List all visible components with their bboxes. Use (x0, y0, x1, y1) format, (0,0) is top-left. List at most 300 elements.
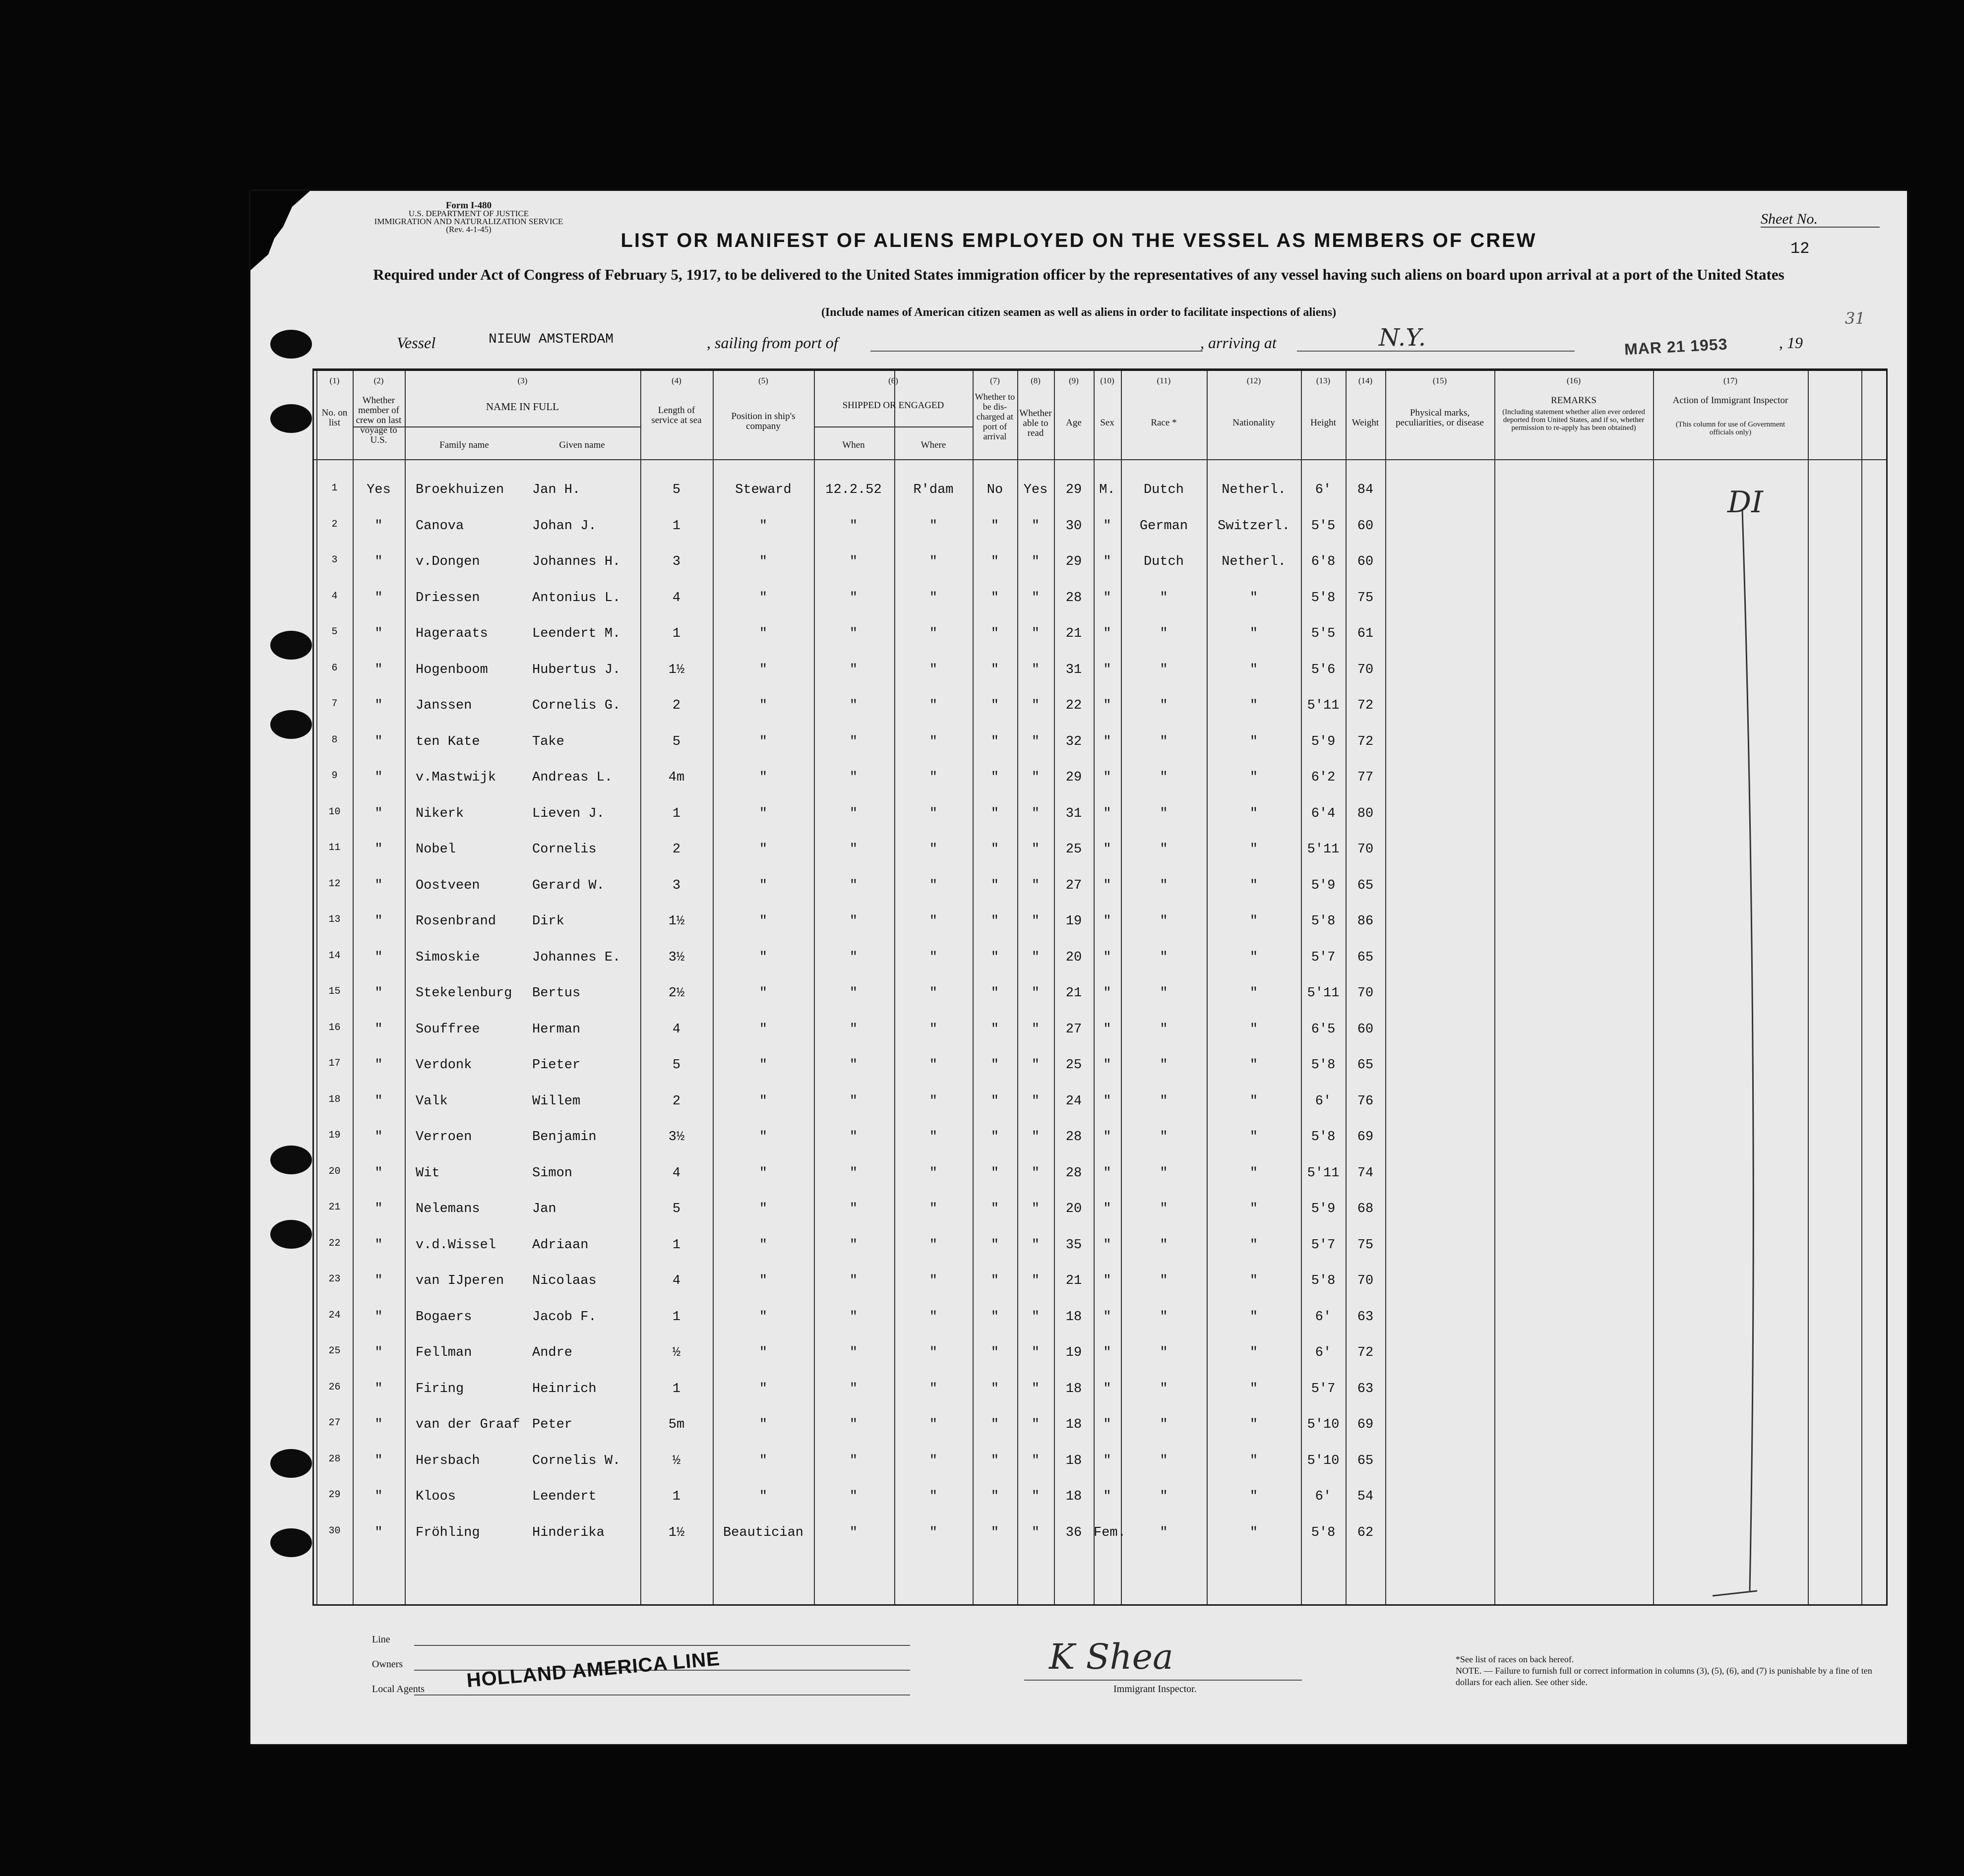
cell-nat: " (1249, 1489, 1258, 1504)
cell-age: 21 (1065, 626, 1082, 641)
binder-hole (270, 330, 312, 359)
cell-crew: " (374, 1489, 383, 1504)
cell-crew: " (374, 1165, 383, 1181)
cell-where: R'dam (913, 483, 954, 497)
cell-length: 4 (672, 1165, 681, 1181)
hdr-remarks-sub: (Including statement whether alien ever ordered deported from United States, and if so, whether permission to re-apply has been obtained) (1502, 408, 1645, 432)
cell-read: " (1031, 1202, 1040, 1216)
cell-height: 5'10 (1307, 1417, 1340, 1432)
cell-read: " (1031, 1417, 1040, 1432)
cell-disch: " (990, 770, 999, 785)
cell-sex: " (1103, 986, 1111, 1001)
cell-age: 18 (1065, 1453, 1082, 1468)
cell-read: " (1031, 1453, 1040, 1468)
cell-age: 29 (1065, 770, 1082, 785)
cell-crew: " (374, 662, 383, 677)
cell-no: 15 (328, 986, 341, 997)
cell-where: " (929, 1273, 938, 1288)
cell-no: 26 (328, 1381, 341, 1393)
hdr-age: Age (1066, 418, 1082, 428)
hdr-able-read: Whether able to read (1019, 408, 1052, 438)
cell-sex: " (1103, 1022, 1111, 1037)
cell-length: 5 (672, 1202, 681, 1216)
hdr-discharged: Whether to be dis- charged at port of arrival (975, 392, 1015, 441)
cell-length: 3½ (668, 950, 685, 965)
hdr-crew-last-voyage: Whether member of crew on last voyage to U.S. (356, 395, 402, 445)
cell-read: " (1031, 734, 1040, 749)
cell-height: 5'11 (1307, 698, 1340, 713)
cell-no: 6 (331, 662, 338, 674)
cell-weight: 69 (1357, 1130, 1374, 1145)
cell-race: " (1160, 878, 1168, 893)
cell-nat: " (1249, 734, 1258, 749)
arriving-line (1297, 351, 1575, 352)
cell-sex: " (1103, 518, 1111, 534)
cell-disch: " (990, 1093, 999, 1109)
cell-disch: " (990, 1237, 999, 1253)
cell-sex: " (1103, 950, 1111, 965)
cell-no: 3 (331, 554, 338, 566)
cell-nat: " (1249, 1022, 1258, 1037)
cell-no: 7 (331, 698, 338, 710)
cell-family: Simoskie (416, 950, 480, 965)
cell-family: Bogaers (416, 1309, 472, 1325)
hdr-sex: Sex (1100, 418, 1114, 428)
cell-no: 11 (328, 842, 341, 853)
cell-when: " (849, 1381, 858, 1396)
cell-height: 6'4 (1311, 806, 1336, 821)
cell-given: Take (532, 734, 564, 749)
cell-given: Cornelis G. (532, 698, 621, 713)
cell-when: " (849, 950, 858, 965)
cell-given: Johannes E. (532, 950, 621, 965)
cell-weight: 75 (1357, 1237, 1374, 1253)
cell-age: 28 (1065, 590, 1082, 605)
cell-age: 18 (1065, 1309, 1082, 1325)
cell-age: 21 (1065, 986, 1082, 1001)
cell-position: " (759, 554, 768, 569)
cell-where: " (929, 1237, 938, 1253)
hdr-name-in-full: NAME IN FULL (486, 401, 559, 413)
cell-when: " (849, 1058, 858, 1073)
cell-read: " (1031, 986, 1040, 1001)
cell-when: " (849, 1417, 858, 1432)
cell-length: 1½ (668, 662, 685, 677)
cell-no: 2 (331, 518, 338, 530)
cell-family: Rosenbrand (416, 914, 496, 929)
cell-disch: " (990, 986, 999, 1001)
cell-disch: " (990, 1453, 999, 1468)
cell-nat: " (1249, 1273, 1258, 1288)
cell-age: 30 (1065, 518, 1082, 534)
hdr-family-name: Family name (439, 440, 489, 450)
sheet-number: 12 (1790, 240, 1810, 258)
arriving-label: , arriving at (1200, 334, 1277, 352)
cell-nat: Netherl. (1222, 483, 1286, 497)
cell-age: 18 (1065, 1417, 1082, 1432)
cell-position: " (759, 590, 768, 605)
cell-when: " (849, 878, 858, 893)
cell-where: " (929, 662, 938, 677)
cell-crew: " (374, 734, 383, 749)
cell-race: " (1160, 1525, 1168, 1540)
cell-height: 5'8 (1311, 1130, 1336, 1145)
cell-height: 6'5 (1311, 1022, 1336, 1037)
cell-no: 14 (328, 950, 341, 962)
cell-no: 9 (331, 770, 338, 782)
cell-given: Pieter (532, 1058, 581, 1073)
cell-read: " (1031, 1130, 1040, 1145)
cell-sex: " (1103, 698, 1111, 713)
cell-age: 25 (1065, 842, 1082, 857)
cell-family: Canova (416, 518, 464, 534)
cell-race: German (1139, 518, 1188, 534)
binder-hole (270, 1449, 312, 1478)
cell-crew: Yes (367, 483, 391, 497)
cell-nat: " (1249, 698, 1258, 713)
cell-no: 22 (328, 1237, 341, 1249)
cell-given: Hubertus J. (532, 662, 621, 677)
hdr-given-name: Given name (559, 440, 605, 450)
cell-disch: " (990, 1202, 999, 1216)
cell-disch: " (990, 1489, 999, 1504)
cell-age: 20 (1065, 950, 1082, 965)
cell-age: 29 (1065, 483, 1082, 497)
cell-nat: " (1249, 1058, 1258, 1073)
cell-read: " (1031, 662, 1040, 677)
cell-read: " (1031, 554, 1040, 569)
cell-crew: " (374, 1417, 383, 1432)
cell-sex: " (1103, 626, 1111, 641)
cell-no: 13 (328, 914, 341, 925)
cell-nat: " (1249, 950, 1258, 965)
cell-crew: " (374, 1237, 383, 1253)
cell-disch: " (990, 878, 999, 893)
cell-read: " (1031, 914, 1040, 929)
cell-sex: " (1103, 1417, 1111, 1432)
cell-position: " (759, 1273, 768, 1288)
cell-disch: " (990, 1130, 999, 1145)
cell-position: " (759, 914, 768, 929)
cell-height: 5'8 (1311, 1525, 1336, 1540)
cell-disch: " (990, 554, 999, 569)
cell-given: Willem (532, 1093, 581, 1109)
cell-weight: 65 (1357, 1453, 1374, 1468)
cell-no: 5 (331, 626, 338, 638)
col-num-12: (12) (1246, 376, 1261, 385)
cell-given: Dirk (532, 914, 564, 929)
cell-height: 5'10 (1307, 1453, 1340, 1468)
cell-weight: 72 (1357, 734, 1374, 749)
cell-position: " (759, 878, 768, 893)
cell-family: Wit (416, 1165, 440, 1181)
cell-nat: Netherl. (1222, 554, 1286, 569)
cell-height: 6' (1315, 1093, 1332, 1109)
cell-position: " (759, 1022, 768, 1037)
cell-age: 27 (1065, 1022, 1082, 1037)
cell-when: " (849, 1345, 858, 1360)
cell-no: 20 (328, 1165, 341, 1177)
hdr-action-sub: (This column for use of Government officials only) (1675, 421, 1785, 436)
inspector-label: Immigrant Inspector. (1113, 1684, 1197, 1694)
cell-weight: 70 (1357, 842, 1374, 857)
cell-family: v.d.Wissel (416, 1237, 496, 1253)
vessel-label: Vessel (397, 334, 436, 352)
cell-race: " (1160, 1093, 1168, 1109)
cell-race: " (1160, 626, 1168, 641)
cell-sex: " (1103, 1453, 1111, 1468)
cell-disch: " (990, 1165, 999, 1181)
cell-length: 1 (672, 1237, 681, 1253)
binder-hole (270, 1146, 312, 1174)
cell-race: " (1160, 986, 1168, 1001)
cell-where: " (929, 1489, 938, 1504)
cell-nat: " (1249, 1237, 1258, 1253)
cell-weight: 70 (1357, 1273, 1374, 1288)
cell-sex: " (1103, 1165, 1111, 1181)
cell-race: " (1160, 1309, 1168, 1325)
cell-age: 31 (1065, 662, 1082, 677)
cell-length: ½ (672, 1453, 681, 1468)
owners-label: Owners (372, 1659, 403, 1670)
cell-no: 30 (328, 1525, 341, 1537)
cell-position: " (759, 1093, 768, 1109)
cell-where: " (929, 1381, 938, 1396)
cell-where: " (929, 1022, 938, 1037)
cell-position: Beautician (723, 1525, 804, 1540)
cell-weight: 60 (1357, 1022, 1374, 1037)
cell-crew: " (374, 770, 383, 785)
cell-family: Hogenboom (416, 662, 488, 677)
cell-weight: 72 (1357, 698, 1374, 713)
cell-weight: 80 (1357, 806, 1374, 821)
cell-read: " (1031, 1093, 1040, 1109)
cell-race: " (1160, 590, 1168, 605)
cell-family: Driessen (416, 590, 480, 605)
col-num-11: (11) (1157, 376, 1171, 385)
col-num-14: (14) (1358, 376, 1373, 385)
cell-length: 1 (672, 806, 681, 821)
cell-height: 6'2 (1311, 770, 1336, 785)
cell-where: " (929, 554, 938, 569)
cell-position: " (759, 1165, 768, 1181)
cell-sex: Fem. (1094, 1525, 1126, 1540)
hdr-race: Race * (1151, 418, 1177, 428)
cell-given: Cornelis (532, 842, 597, 857)
cell-disch: " (990, 590, 999, 605)
cell-weight: 77 (1357, 770, 1374, 785)
cell-length: 1 (672, 518, 681, 534)
cell-nat: " (1249, 1093, 1258, 1109)
cell-crew: " (374, 1345, 383, 1360)
hdr-nationality: Nationality (1232, 418, 1275, 428)
sheet-underline (1761, 227, 1880, 228)
col-num-8: (8) (1031, 376, 1041, 385)
cell-weight: 65 (1357, 1058, 1374, 1073)
cell-nat: " (1249, 1417, 1258, 1432)
cell-race: " (1160, 1058, 1168, 1073)
cell-weight: 62 (1357, 1525, 1374, 1540)
cell-where: " (929, 1093, 938, 1109)
cell-sex: " (1103, 1489, 1111, 1504)
cell-crew: " (374, 914, 383, 929)
cell-nat: " (1249, 986, 1258, 1001)
cell-family: v.Dongen (416, 554, 480, 569)
cell-no: 29 (328, 1489, 341, 1501)
cell-age: 19 (1065, 1345, 1082, 1360)
cell-sex: " (1103, 1345, 1111, 1360)
binder-hole (270, 710, 312, 739)
cell-family: Nobel (416, 842, 456, 857)
cell-crew: " (374, 986, 383, 1001)
cell-race: " (1160, 734, 1168, 749)
cell-sex: " (1103, 1058, 1111, 1073)
cell-read: " (1031, 1058, 1040, 1073)
cell-weight: 60 (1357, 518, 1374, 534)
vessel-name: NIEUW AMSTERDAM (489, 332, 614, 347)
hdr-height: Height (1310, 418, 1336, 428)
cell-family: Nelemans (416, 1202, 480, 1216)
page-title: LIST OR MANIFEST OF ALIENS EMPLOYED ON THE VESSEL AS MEMBERS OF CREW (620, 230, 1537, 251)
cell-crew: " (374, 1273, 383, 1288)
cell-sex: " (1103, 878, 1111, 893)
cell-disch: " (990, 734, 999, 749)
cell-given: Heinrich (532, 1381, 597, 1396)
cell-race: " (1160, 1453, 1168, 1468)
cell-nat: " (1249, 806, 1258, 821)
cell-when: " (849, 1022, 858, 1037)
crew-table (312, 368, 1888, 1606)
cell-crew: " (374, 1309, 383, 1325)
col-num-4: (4) (672, 376, 681, 385)
cell-when: " (849, 842, 858, 857)
cell-family: Broekhuizen (416, 483, 504, 497)
cell-read: " (1031, 1273, 1040, 1288)
cell-position: " (759, 734, 768, 749)
hdr-weight: Weight (1351, 418, 1379, 428)
col-num-10: (10) (1100, 376, 1114, 385)
cell-age: 24 (1065, 1093, 1082, 1109)
cell-nat: " (1249, 1345, 1258, 1360)
cell-read: " (1031, 1381, 1040, 1396)
cell-no: 25 (328, 1345, 341, 1357)
cell-crew: " (374, 1130, 383, 1145)
arrival-date-stamp: MAR 21 1953 (1624, 335, 1728, 359)
cell-given: Nicolaas (532, 1273, 597, 1288)
hdr-shipped-engaged: SHIPPED OR ENGAGED (842, 400, 944, 411)
cell-height: 5'7 (1311, 1381, 1336, 1396)
cell-position: " (759, 698, 768, 713)
cell-sex: " (1103, 1202, 1111, 1216)
cell-position: " (759, 1453, 768, 1468)
cell-crew: " (374, 698, 383, 713)
cell-race: " (1160, 1237, 1168, 1253)
cell-where: " (929, 698, 938, 713)
cell-where: " (929, 842, 938, 857)
cell-position: " (759, 1345, 768, 1360)
hdr-position: Position in ship's company (731, 411, 796, 431)
cell-race: " (1160, 662, 1168, 677)
include-text: (Include names of American citizen seamen as well as aliens in order to facilitate inspections of aliens) (821, 306, 1337, 319)
cell-disch: " (990, 1309, 999, 1325)
cell-sex: " (1103, 662, 1111, 677)
cell-position: " (759, 842, 768, 857)
corner-mark: 31 (1845, 309, 1865, 328)
cell-race: " (1160, 950, 1168, 965)
hdr-no-on-list: No. on list (321, 408, 348, 428)
cell-length: 3 (672, 878, 681, 893)
cell-height: 5'5 (1311, 626, 1336, 641)
cell-crew: " (374, 554, 383, 569)
cell-length: 1 (672, 1309, 681, 1325)
cell-weight: 86 (1357, 914, 1374, 929)
cell-height: 5'8 (1311, 914, 1336, 929)
form-dept: U.S. DEPARTMENT OF JUSTICE (408, 209, 529, 218)
cell-race: " (1160, 1345, 1168, 1360)
cell-crew: " (374, 1525, 383, 1540)
cell-weight: 72 (1357, 1345, 1374, 1360)
cell-family: Oostveen (416, 878, 480, 893)
cell-race: " (1160, 1165, 1168, 1181)
col-num-1: (1) (329, 376, 340, 385)
cell-weight: 65 (1357, 878, 1374, 893)
cell-sex: " (1103, 1130, 1111, 1145)
cell-where: " (929, 1525, 938, 1540)
cell-given: Leendert (532, 1489, 597, 1504)
cell-family: Firing (416, 1381, 464, 1396)
cell-race: " (1160, 1130, 1168, 1145)
handwritten-marks (314, 371, 1886, 1604)
cell-height: 6' (1315, 1489, 1332, 1504)
cell-nat: " (1249, 770, 1258, 785)
cell-no: 28 (328, 1453, 341, 1465)
cell-when: " (849, 1202, 858, 1216)
footer-note (1456, 1654, 1892, 1688)
cell-length: 4 (672, 1022, 681, 1037)
cell-disch: " (990, 806, 999, 821)
cell-weight: 76 (1357, 1093, 1374, 1109)
cell-nat: " (1249, 914, 1258, 929)
cell-weight: 61 (1357, 626, 1374, 641)
cell-family: Nikerk (416, 806, 464, 821)
hdr-where: Where (921, 440, 946, 450)
line-underline (414, 1645, 910, 1646)
cell-given: Lieven J. (532, 806, 605, 821)
cell-nat: " (1249, 590, 1258, 605)
cell-age: 28 (1065, 1130, 1082, 1145)
cell-height: 5'7 (1311, 1237, 1336, 1253)
cell-where: " (929, 770, 938, 785)
cell-length: 5 (672, 1058, 681, 1073)
cell-where: " (929, 734, 938, 749)
cell-no: 10 (328, 806, 341, 818)
cell-height: 5'5 (1311, 518, 1336, 534)
form-number: Form I-480 (445, 200, 492, 211)
cell-disch: " (990, 1345, 999, 1360)
cell-disch: " (990, 1525, 999, 1540)
cell-length: 4m (668, 770, 685, 785)
cell-when: 12.2.52 (825, 483, 882, 497)
cell-sex: " (1103, 806, 1111, 821)
cell-when: " (849, 554, 858, 569)
cell-height: 5'9 (1311, 878, 1336, 893)
cell-height: 5'8 (1311, 590, 1336, 605)
sheet-label: Sheet No. (1761, 211, 1818, 227)
cell-position: " (759, 1058, 768, 1073)
cell-family: Kloos (416, 1489, 456, 1504)
cell-sex: " (1103, 914, 1111, 929)
cell-read: " (1031, 1345, 1040, 1360)
